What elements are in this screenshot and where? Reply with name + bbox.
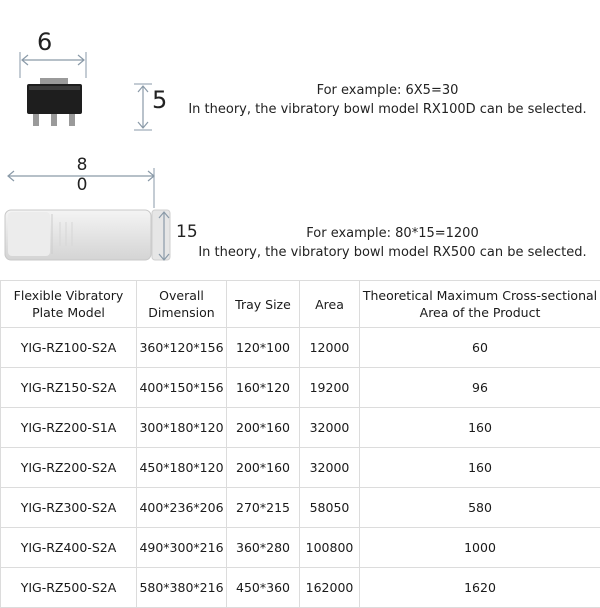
cell-overall-dimension: 490*300*216: [137, 528, 227, 568]
cell-area: 32000: [300, 448, 360, 488]
cell-tray-size: 360*280: [227, 528, 300, 568]
figure1-height-label: 5: [152, 86, 167, 114]
cell-area: 32000: [300, 408, 360, 448]
figure2-height-label: 15: [176, 222, 198, 242]
cell-model: YIG-RZ150-S2A: [1, 368, 137, 408]
sot-component-drawing: [0, 0, 180, 140]
cell-tray-size: 200*160: [227, 448, 300, 488]
cell-overall-dimension: 400*236*206: [137, 488, 227, 528]
cell-tray-size: 120*100: [227, 328, 300, 368]
figure2-width-label-bottom: 0: [70, 175, 94, 195]
cell-max-cross-section: 96: [360, 368, 600, 408]
header-area: Area: [300, 281, 360, 328]
spec-table: [0, 280, 600, 608]
table-row: [1, 328, 600, 368]
header-max-cross-section: Theoretical Maximum Cross-sectional Area of the Product: [360, 281, 600, 328]
table-row: [1, 488, 600, 528]
figure2-width-label-top: 8: [70, 155, 94, 175]
cell-overall-dimension: 300*180*120: [137, 408, 227, 448]
cell-overall-dimension: 360*120*156: [137, 328, 227, 368]
figure1-width-label: 6: [37, 28, 52, 56]
cell-area: 162000: [300, 568, 360, 608]
cell-area: 58050: [300, 488, 360, 528]
cell-tray-size: 270*215: [227, 488, 300, 528]
cell-model: YIG-RZ200-S1A: [1, 408, 137, 448]
table-header-row: [1, 281, 600, 328]
figure2-width-label: [70, 155, 94, 195]
cell-model: YIG-RZ500-S2A: [1, 568, 137, 608]
cell-max-cross-section: 160: [360, 408, 600, 448]
cell-area: 100800: [300, 528, 360, 568]
cell-overall-dimension: 400*150*156: [137, 368, 227, 408]
cell-area: 19200: [300, 368, 360, 408]
cell-area: 12000: [300, 328, 360, 368]
table-row: [1, 408, 600, 448]
cell-max-cross-section: 60: [360, 328, 600, 368]
figure2-theory-line: In theory, the vibratory bowl model RX500 can be selected.: [185, 243, 600, 262]
cell-model: YIG-RZ100-S2A: [1, 328, 137, 368]
cell-tray-size: 160*120: [227, 368, 300, 408]
cell-max-cross-section: 160: [360, 448, 600, 488]
cell-model: YIG-RZ400-S2A: [1, 528, 137, 568]
figure1-example-text: [175, 81, 600, 119]
cell-max-cross-section: 1620: [360, 568, 600, 608]
header-tray-size: Tray Size: [227, 281, 300, 328]
figure1-example-line: For example: 6X5=30: [175, 81, 600, 100]
table-row: [1, 448, 600, 488]
figure2-example-text: [185, 224, 600, 262]
cell-max-cross-section: 580: [360, 488, 600, 528]
figure2-example-line: For example: 80*15=1200: [185, 224, 600, 243]
cell-model: YIG-RZ300-S2A: [1, 488, 137, 528]
cell-model: YIG-RZ200-S2A: [1, 448, 137, 488]
cell-tray-size: 450*360: [227, 568, 300, 608]
cell-tray-size: 200*160: [227, 408, 300, 448]
component-figure-1: [0, 0, 180, 140]
cell-overall-dimension: 450*180*120: [137, 448, 227, 488]
header-overall-dimension: Overall Dimension: [137, 281, 227, 328]
cell-overall-dimension: 580*380*216: [137, 568, 227, 608]
figure1-theory-line: In theory, the vibratory bowl model RX100D can be selected.: [175, 100, 600, 119]
table-row: [1, 528, 600, 568]
cell-max-cross-section: 1000: [360, 528, 600, 568]
component-figure-2: [0, 150, 200, 270]
table-row: [1, 568, 600, 608]
box-component-drawing: [0, 150, 200, 270]
table-row: [1, 368, 600, 408]
header-model: Flexible Vibratory Plate Model: [1, 281, 137, 328]
